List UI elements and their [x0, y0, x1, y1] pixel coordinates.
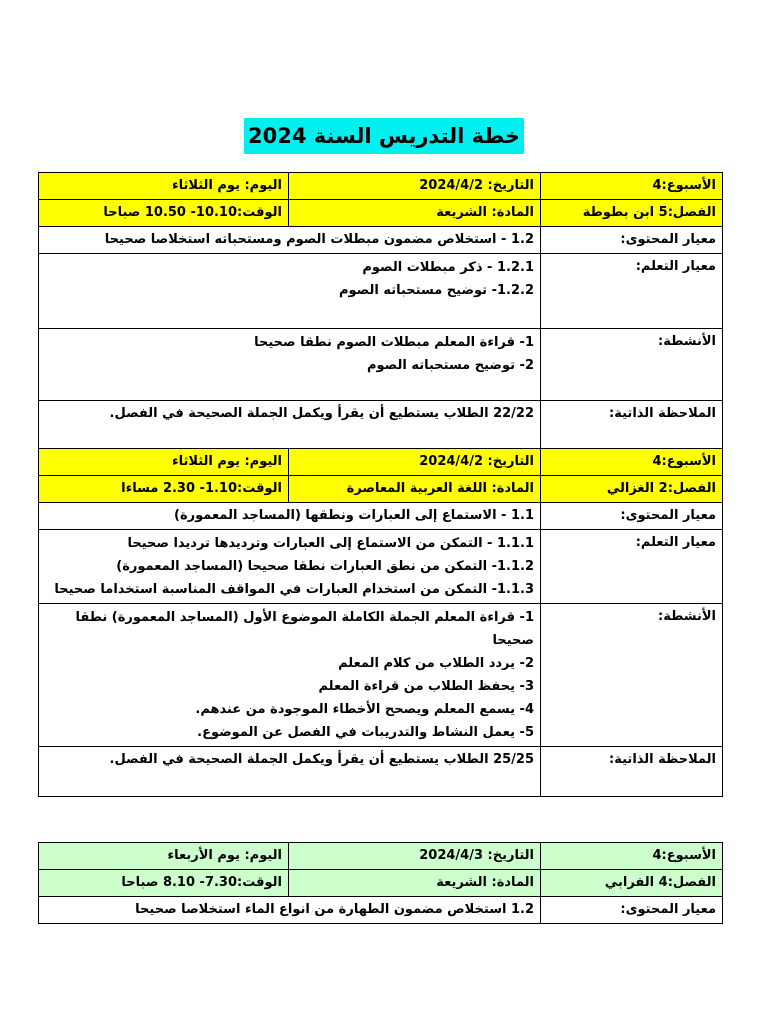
- day-cell: اليوم: يوم الثلاثاء: [39, 173, 289, 200]
- list-item: 1.1.3- التمكن من استخدام العبارات في المواقف المناسبة استخداما صحيحا: [54, 582, 534, 597]
- learning-label: معيار التعلم:: [541, 530, 723, 604]
- lesson-header-row: [39, 200, 723, 227]
- content-label: معيار المحتوى:: [541, 503, 723, 530]
- week-cell: الأسبوع:4: [541, 843, 723, 870]
- class-cell: الفصل:4 الفرابي: [541, 870, 723, 897]
- activities-label: الأنشطة:: [541, 329, 723, 401]
- day-cell: اليوم: يوم الأربعاء: [39, 843, 289, 870]
- content-text: 1.2 استخلاص مضمون الطهارة من انواع الماء استخلاصا صحيحا: [39, 897, 541, 924]
- notes-row: [39, 747, 723, 797]
- learning-row: [39, 530, 723, 604]
- date-cell: التاريخ: 2024/4/3: [289, 843, 541, 870]
- list-item: 1.1.2- التمكن من نطق العبارات نطقا صحيحا (المساجد المعمورة): [116, 559, 534, 574]
- notes-label: الملاحظة الذاتية:: [541, 747, 723, 797]
- lesson-header-row: [39, 449, 723, 476]
- list-item: 5- يعمل النشاط والتدريبات في الفصل عن الموضوع.: [197, 725, 534, 740]
- content-text: 1.2 - استخلاص مضمون مبطلات الصوم ومستحباته استخلاصا صحيحا: [39, 227, 541, 254]
- activities-list: [39, 329, 541, 401]
- list-item: 4- يسمع المعلم ويصحح الأخطاء الموجودة من عندهم.: [195, 702, 534, 717]
- content-row: [39, 503, 723, 530]
- content-row: [39, 897, 723, 924]
- lesson-header-row: [39, 870, 723, 897]
- learning-row: [39, 254, 723, 329]
- list-item: 2- توضيح مستحباته الصوم: [366, 358, 534, 373]
- class-cell: الفصل:2 الغزالي: [541, 476, 723, 503]
- subject-cell: المادة: اللغة العربية المعاصرة: [289, 476, 541, 503]
- list-item: 1- قراءة المعلم الجملة الكاملة الموضوع الأول (المساجد المعمورة) نطقا صحيحا: [75, 610, 534, 648]
- subject-cell: المادة: الشريعة: [289, 870, 541, 897]
- lesson-table-3: [38, 842, 723, 924]
- lesson-table-2: [38, 448, 723, 797]
- notes-label: الملاحظة الذاتية:: [541, 401, 723, 453]
- lesson-header-row: [39, 476, 723, 503]
- content-row: [39, 227, 723, 254]
- page-title: خطة التدريس السنة 2024: [244, 118, 524, 154]
- list-item: 3- يحفظ الطلاب من قراءة المعلم: [318, 679, 534, 694]
- title-wrap: [0, 118, 768, 154]
- list-item: 2- يردد الطلاب من كلام المعلم: [338, 656, 534, 671]
- notes-row: [39, 401, 723, 453]
- activities-list: [39, 604, 541, 747]
- week-cell: الأسبوع:4: [541, 173, 723, 200]
- list-item: 1- قراءة المعلم مبطلات الصوم نطقا صحيحا: [254, 335, 534, 350]
- time-cell: الوقت:10.10- 10.50 صباحا: [39, 200, 289, 227]
- notes-text: 22/22 الطلاب يستطيع أن يقرأ ويكمل الجملة الصحيحة في الفصل.: [39, 401, 541, 453]
- list-item: 1.2.2- توضيح مستحباته الصوم: [339, 283, 534, 298]
- subject-cell: المادة: الشريعة: [289, 200, 541, 227]
- activities-label: الأنشطة:: [541, 604, 723, 747]
- content-text: 1.1 - الاستماع إلى العبارات ونطقها (المساجد المعمورة): [39, 503, 541, 530]
- date-cell: التاريخ: 2024/4/2: [289, 449, 541, 476]
- class-cell: الفصل:5 ابن بطوطة: [541, 200, 723, 227]
- list-item: 1.2.1 - ذكر مبطلات الصوم: [362, 260, 534, 275]
- day-cell: اليوم: يوم الثلاثاء: [39, 449, 289, 476]
- lesson-header-row: [39, 843, 723, 870]
- list-item: 1.1.1 - التمكن من الاستماع إلى العبارات وترديدها ترديدا صحيحا: [127, 536, 534, 551]
- activities-row: [39, 329, 723, 401]
- learning-label: معيار التعلم:: [541, 254, 723, 329]
- date-cell: التاريخ: 2024/4/2: [289, 173, 541, 200]
- content-label: معيار المحتوى:: [541, 897, 723, 924]
- lesson-header-row: [39, 173, 723, 200]
- activities-row: [39, 604, 723, 747]
- week-cell: الأسبوع:4: [541, 449, 723, 476]
- content-label: معيار المحتوى:: [541, 227, 723, 254]
- lesson-table-1: [38, 172, 723, 453]
- learning-list: [39, 254, 541, 329]
- time-cell: الوقت:1.10- 2.30 مساءا: [39, 476, 289, 503]
- learning-list: [39, 530, 541, 604]
- time-cell: الوقت:7.30- 8.10 صباحا: [39, 870, 289, 897]
- notes-text: 25/25 الطلاب يستطيع أن يقرأ ويكمل الجملة الصحيحة في الفصل.: [39, 747, 541, 797]
